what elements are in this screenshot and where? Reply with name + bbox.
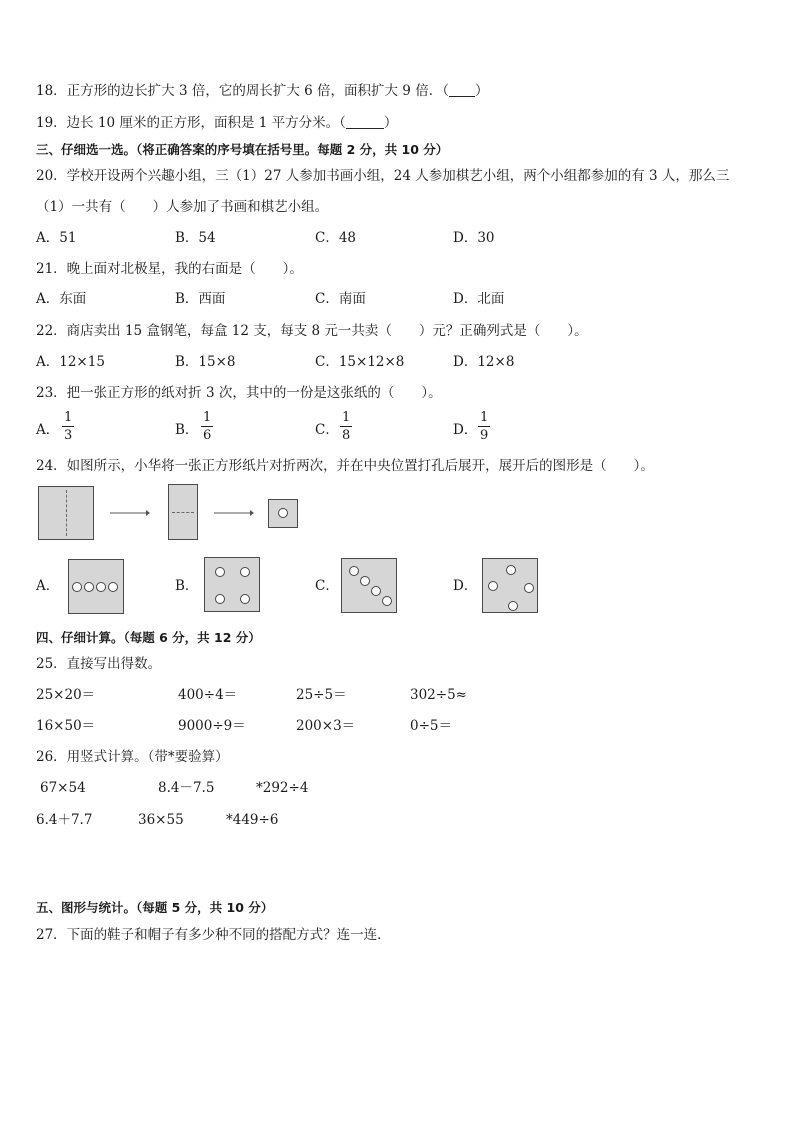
question-27: 27．下面的鞋子和帽子有多少种不同的搭配方式？连一连．: [36, 927, 391, 943]
answer-blank-18[interactable]: [449, 82, 475, 97]
question-19-text: 19．边长 10 厘米的正方形，面积是 1 平方分米。（: [36, 115, 346, 131]
question-19: 19．边长 10 厘米的正方形，面积是 1 平方分米。（ ）: [36, 115, 398, 131]
section-5-title: 五、图形与统计。（每题 5 分，共 10 分）: [36, 900, 274, 915]
option-20-c[interactable]: C．48: [315, 230, 357, 246]
option-20-d[interactable]: D．30: [453, 230, 495, 246]
folding-step-square: [38, 486, 94, 540]
vertical-calc-item: 67×54: [40, 780, 86, 796]
vertical-calc-item: *292÷4: [256, 780, 309, 796]
question-18: 18．正方形的边长扩大 3 倍，它的周长扩大 6 倍，面积扩大 9 倍．（ ）: [36, 83, 489, 99]
folding-step-quarter-punched: [268, 499, 298, 528]
vertical-calc-item: *449÷6: [226, 812, 279, 828]
vertical-calc-item: 36×55: [138, 812, 184, 828]
vertical-calc-item: 8.4－7.5: [158, 780, 215, 796]
option-20-b[interactable]: B．54: [175, 230, 216, 246]
arrow-icon: [110, 508, 150, 518]
calc-item: 0÷5＝: [410, 718, 452, 734]
question-26: 26．用竖式计算。（带*要验算）: [36, 749, 229, 765]
section-3-title: 三、仔细选一选。（将正确答案的序号填在括号里。每题 2 分，共 10 分）: [36, 142, 449, 157]
question-23: 23．把一张正方形的纸对折 3 次，其中的一份是这张纸的（ ）。: [36, 385, 442, 401]
arrow-icon: [214, 508, 254, 518]
question-24: 24．如图所示，小华将一张正方形纸片对折两次，并在中央位置打孔后展开，展开后的图形是（ ）。: [36, 458, 654, 474]
question-25: 25．直接写出得数。: [36, 656, 162, 672]
folding-step-half: [168, 484, 198, 540]
question-21: 21．晚上面对北极星，我的右面是（ ）。: [36, 261, 303, 277]
option-24-b-figure: [204, 557, 260, 612]
option-21-d[interactable]: D．北面: [453, 291, 505, 307]
section-4-title: 四、仔细计算。（每题 6 分，共 12 分）: [36, 630, 261, 645]
fraction-23-c: 1 8: [342, 410, 351, 443]
calc-item: 302÷5≈: [410, 687, 467, 703]
option-24-a-figure: [68, 559, 124, 614]
fraction-23-a: 1 3: [64, 410, 73, 443]
calc-item: 200×3＝: [296, 718, 356, 734]
option-20-a[interactable]: A．51: [36, 230, 77, 246]
calc-item: 16×50＝: [36, 718, 96, 734]
option-21-c[interactable]: C．南面: [315, 291, 366, 307]
calc-item: 9000÷9＝: [178, 718, 246, 734]
option-22-c[interactable]: C．15×12×8: [315, 354, 405, 370]
option-22-b[interactable]: B．15×8: [175, 354, 236, 370]
punch-hole: [278, 508, 288, 518]
option-22-a[interactable]: A．12×15: [36, 354, 105, 370]
question-20-line1: 20．学校开设两个兴趣小组，三（1）27 人参加书画小组，24 人参加棋艺小组，两个小组都参加的有 3 人，那么三: [36, 168, 730, 184]
option-24-d-figure: [482, 558, 538, 613]
exam-page: 18．正方形的边长扩大 3 倍，它的周长扩大 6 倍，面积扩大 9 倍．（ ） 19．边长 10 厘米的正方形，面积是 1 平方分米。（ ） 三、仔细选一选。（将正确答案的序号填在括号里。每题 2 分，共 10 分） 20．学校开设两个兴趣小组，三（1）27 人参加书画小组，24 人参加棋艺小组，两个小组都参加的有 3 人，那么三 （1）一共有（ ）人参加了书画和棋艺小组。 A．51 B．54 C．48 D．30 21．晚上面对北极星，我的右面是（ ）。 A．东面 B．西面 C．南面 D．北面 22．商店卖出 15 盒钢笔，每盒 12 支，每支 8 元一共卖（ ）元？正确列式是（ ）。 A．12×15 B．15×8 C．15×12×8 D．12×8 23．把一张正方形的纸对折 3 次，其中的一份是这张纸的（ ）。 A． 1 3 B． 1 6 C． 1 8 D． 1 9 24．如图所示，小华将一张正方形纸片对折两次，并在中央位置打孔后展开，展开后的图形是（ ）。 A． B． C． D． 四、仔细计算。（每题 6 分，共 12 分） 25．直接写出得数。 25×20＝ 400÷4＝ 25÷5＝ 302÷5≈ 16×50＝ 9000÷9＝ 200×3＝ 0÷5＝ 26．用竖式计算。（带*要验算） 67×54 8.4－7.5 *292÷4 6.4＋7.7 36×55 *449÷6 五、图形与统计。（每题 5 分，共 10 分） 27．下面的鞋子和帽子有多少种不同的搭配方式？连一连．: [36, 83, 730, 943]
fraction-23-d: 1 9: [480, 410, 489, 443]
question-22: 22．商店卖出 15 盒钢笔，每盒 12 支，每支 8 元一共卖（ ）元？正确列式是（ ）。: [36, 323, 588, 339]
calc-item: 400÷4＝: [178, 687, 238, 703]
answer-blank-19[interactable]: [346, 114, 384, 129]
option-22-d[interactable]: D．12×8: [453, 354, 515, 370]
calc-item: 25×20＝: [36, 687, 96, 703]
option-21-b[interactable]: B．西面: [175, 291, 226, 307]
option-24-c-figure: [341, 558, 397, 613]
calc-item: 25÷5＝: [296, 687, 347, 703]
question-18-text: 18．正方形的边长扩大 3 倍，它的周长扩大 6 倍，面积扩大 9 倍．（: [36, 83, 449, 99]
option-21-a[interactable]: A．东面: [36, 291, 87, 307]
vertical-calc-item: 6.4＋7.7: [36, 812, 93, 828]
fraction-23-b: 1 6: [203, 410, 212, 443]
question-20-line2: （1）一共有（ ）人参加了书画和棋艺小组。: [36, 199, 329, 215]
